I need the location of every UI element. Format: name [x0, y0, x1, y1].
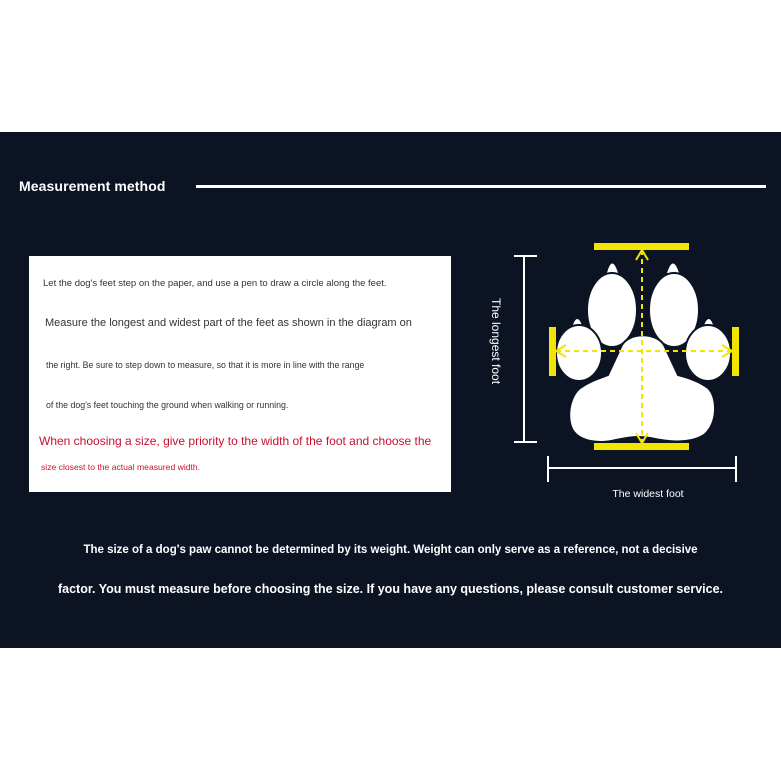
title-divider	[196, 185, 766, 188]
section-title: Measurement method	[19, 178, 166, 194]
instruction-line-3: the right. Be sure to step down to measure, so that it is more in line with the range	[46, 360, 365, 370]
weight-disclaimer-line-2: factor. You must measure before choosing the size. If you have any questions, please consult customer service.	[57, 582, 724, 596]
instruction-line-2: Measure the longest and widest part of the feet as shown in the diagram on	[45, 317, 412, 329]
size-priority-note-2: size closest to the actual measured width.	[41, 462, 201, 472]
widest-measure-line	[548, 456, 736, 482]
instruction-line-1: Let the dog's feet step on the paper, and use a pen to draw a circle along the feet.	[43, 278, 387, 289]
paw-print-icon	[556, 264, 731, 442]
instruction-line-4: of the dog's feet touching the ground when walking or running.	[46, 400, 289, 410]
longest-foot-label: The longest foot	[489, 298, 503, 385]
measurement-panel	[0, 132, 781, 648]
longest-measure-line	[514, 256, 537, 442]
size-priority-note: When choosing a size, give priority to the width of the foot and choose the	[39, 434, 432, 448]
widest-foot-label: The widest foot	[612, 488, 684, 500]
paw-measurement-diagram	[480, 232, 760, 512]
instruction-card	[29, 256, 451, 492]
weight-disclaimer-line-1: The size of a dog's paw cannot be determined by its weight. Weight can only serve as a reference, not a decisive	[83, 544, 698, 556]
